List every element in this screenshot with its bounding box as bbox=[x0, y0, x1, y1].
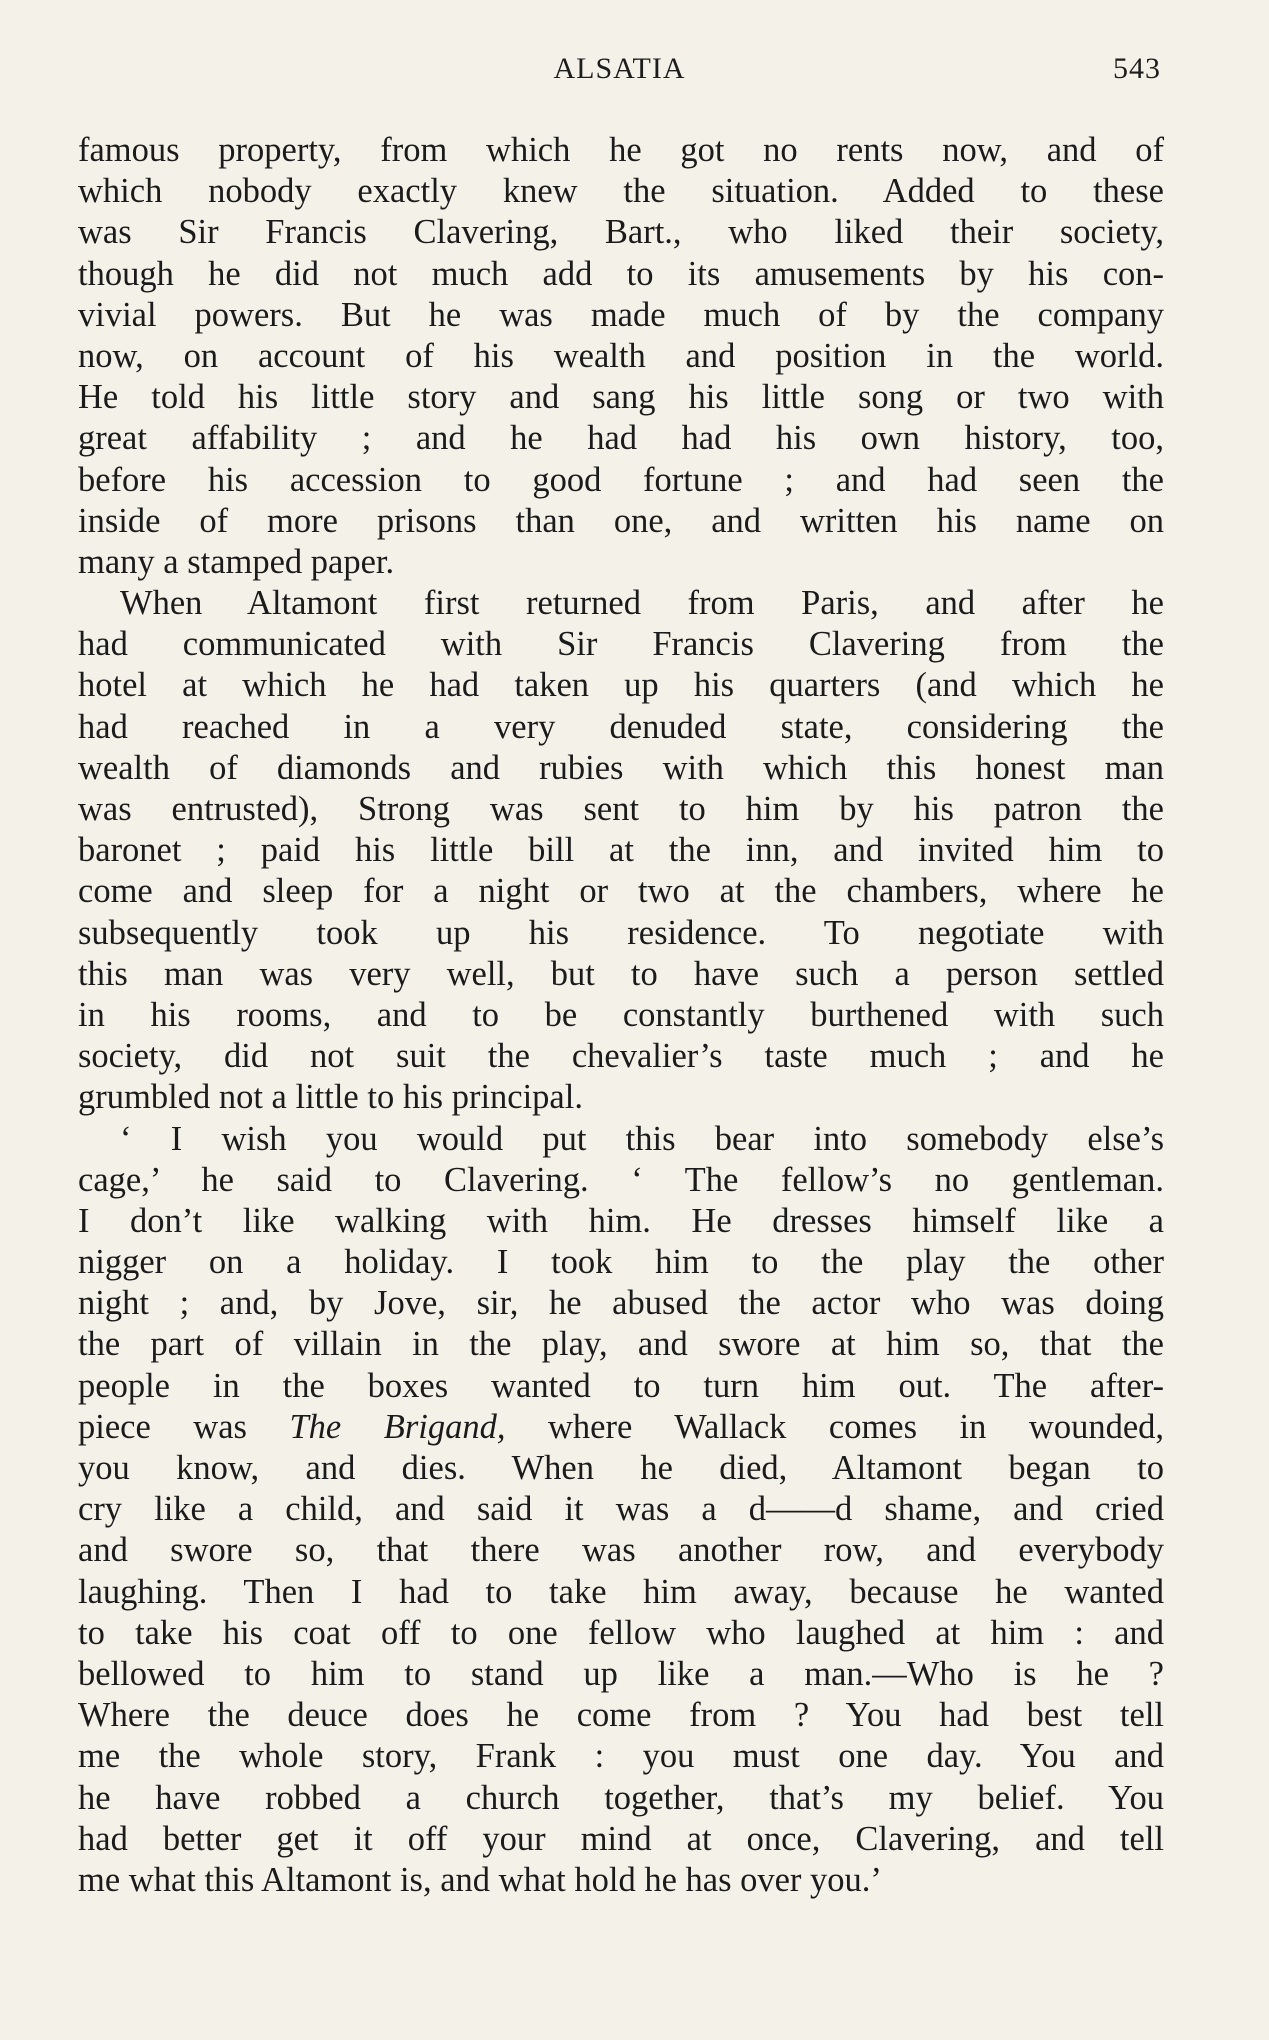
text-line: laughing. Then I had to take him away, because he wanted bbox=[78, 1572, 1164, 1611]
text-line: subsequently took up his residence. To negotiate with bbox=[78, 913, 1164, 952]
text-line: me what this Altamont is, and what hold he has over you.’ bbox=[78, 1860, 882, 1899]
text-line: When Altamont first returned from Paris, and after he bbox=[120, 584, 1164, 623]
text-line: inside of more prisons than one, and written his name on bbox=[78, 501, 1164, 540]
text-line: Where the deuce does he come from ? You had best tell bbox=[78, 1696, 1164, 1735]
text-line: bellowed to him to stand up like a man.—Who is he ? bbox=[78, 1654, 1164, 1693]
text-segment: where Wallack comes in wounded, bbox=[548, 1407, 1165, 1446]
text-line: me the whole story, Frank : you must one day. You and bbox=[78, 1737, 1164, 1776]
text-line: and swore so, that there was another row, and everybody bbox=[78, 1531, 1164, 1570]
text-line: many a stamped paper. bbox=[78, 542, 395, 581]
text-line: cage,’ he said to Clavering. ‘ The fellow’s no gentleman. bbox=[78, 1160, 1164, 1199]
text-line: hotel at which he had taken up his quarters (and which he bbox=[78, 666, 1164, 705]
text-line: I don’t like walking with him. He dresses himself like a bbox=[78, 1201, 1164, 1240]
text-line: grumbled not a little to his principal. bbox=[78, 1078, 583, 1117]
text-line: he have robbed a church together, that’s my belief. You bbox=[78, 1778, 1164, 1817]
text-line: He told his little story and sang his little song or two with bbox=[78, 378, 1164, 417]
page-number: 543 bbox=[1113, 52, 1161, 85]
text-line: was entrusted), Strong was sent to him by his patron the bbox=[78, 790, 1164, 828]
text-line: now, on account of his wealth and position in the world. bbox=[78, 336, 1164, 375]
text-line: people in the boxes wanted to turn him out. The after- bbox=[78, 1366, 1164, 1405]
text-line: before his accession to good fortune ; and had seen the bbox=[78, 460, 1164, 499]
text-line: the part of villain in the play, and swore at him so, that the bbox=[78, 1325, 1164, 1364]
text-segment: piece was bbox=[78, 1407, 247, 1446]
text-line: was Sir Francis Clavering, Bart., who liked their society, bbox=[78, 213, 1164, 252]
text-line: which nobody exactly knew the situation. Added to these bbox=[78, 172, 1164, 211]
text-line: to take his coat off to one fellow who laughed at him : and bbox=[78, 1613, 1164, 1652]
body-text bbox=[78, 130, 1164, 1901]
text-line: ‘ I wish you would put this bear into somebody else’s bbox=[120, 1119, 1164, 1158]
text-line: nigger on a holiday. I took him to the play the other bbox=[78, 1243, 1164, 1282]
text-line: had better get it off your mind at once, Clavering, and tell bbox=[78, 1819, 1164, 1858]
text-line-mixed bbox=[78, 1407, 1164, 1448]
running-head bbox=[78, 52, 1161, 100]
text-line: vivial powers. But he was made much of by the company bbox=[78, 295, 1164, 334]
text-line: great affability ; and he had had his own history, too, bbox=[78, 419, 1164, 458]
text-line: come and sleep for a night or two at the chambers, where he bbox=[78, 872, 1164, 911]
running-title: ALSATIA bbox=[553, 52, 686, 85]
text-line: this man was very well, but to have such a person settled bbox=[78, 954, 1164, 993]
text-line: had reached in a very denuded state, considering the bbox=[78, 707, 1164, 746]
text-line: night ; and, by Jove, sir, he abused the actor who was doing bbox=[78, 1284, 1164, 1323]
italic-title: The Brigand, bbox=[289, 1407, 506, 1446]
text-line: wealth of diamonds and rubies with which this honest man bbox=[78, 748, 1164, 787]
text-line: you know, and dies. When he died, Altamont began to bbox=[78, 1449, 1164, 1487]
text-line: though he did not much add to its amusements by his con- bbox=[78, 254, 1164, 293]
text-line: had communicated with Sir Francis Clavering from the bbox=[78, 625, 1164, 664]
text-line: in his rooms, and to be constantly burthened with such bbox=[78, 995, 1164, 1034]
text-line: baronet ; paid his little bill at the inn, and invited him to bbox=[78, 831, 1164, 870]
text-line: famous property, from which he got no rents now, and of bbox=[78, 131, 1164, 169]
text-line: cry like a child, and said it was a d——d shame, and cried bbox=[78, 1490, 1164, 1529]
text-line: society, did not suit the chevalier’s taste much ; and he bbox=[78, 1037, 1164, 1076]
